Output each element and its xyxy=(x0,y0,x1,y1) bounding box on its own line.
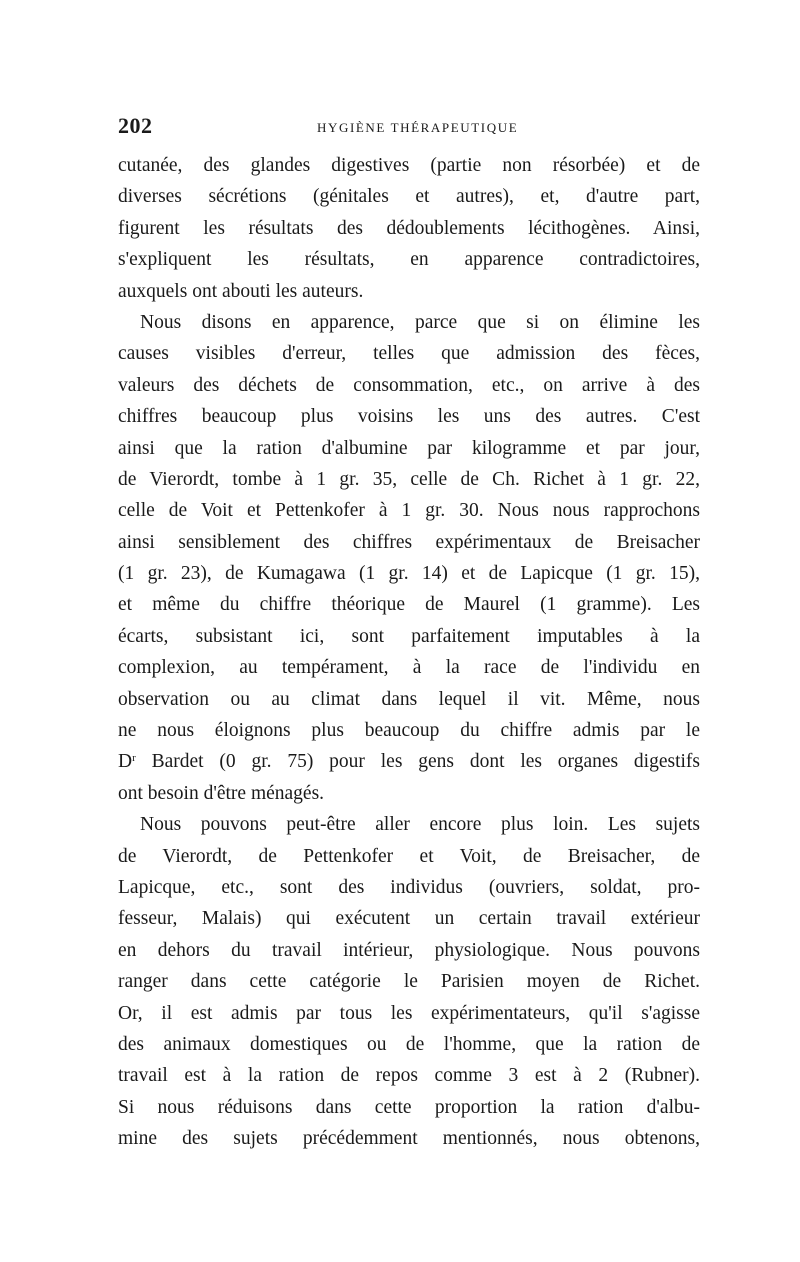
text-line: des animaux domestiques ou de l'homme, que la ration de xyxy=(118,1033,700,1055)
text-line: valeurs des déchets de consommation, etc., on arrive à des xyxy=(118,374,700,396)
text-line: s'expliquent les résultats, en apparence contradictoires, xyxy=(118,249,700,271)
text-line: ranger dans cette catégorie le Parisien moyen de Richet. xyxy=(118,971,700,993)
doctor-abbrev-sup: r xyxy=(132,752,136,765)
text-line: Nous pouvons peut-être aller encore plus loin. Les sujets xyxy=(140,814,700,836)
text-line: mine des sujets précédemment mentionnés, nous obtenons, xyxy=(118,1128,700,1150)
doctor-abbrev-base: D xyxy=(118,751,133,773)
text-line: celle de Voit et Pettenkofer à 1 gr. 30. Nous nous rapprochons xyxy=(118,500,700,522)
text-line: Lapicque, etc., sont des individus (ouvriers, soldat, pro- xyxy=(118,876,700,898)
text-line-with-abbreviation xyxy=(118,746,700,777)
text-line-rest: Bardet (0 gr. 75) pour les gens dont les organes digestifs xyxy=(151,751,701,773)
text-line: Or, il est admis par tous les expérimentateurs, qu'il s'agisse xyxy=(118,1002,700,1024)
text-line: causes visibles d'erreur, telles que admission des fèces, xyxy=(118,343,700,365)
text-line: en dehors du travail intérieur, physiologique. Nous pouvons xyxy=(118,939,700,961)
text-line: observation ou au climat dans lequel il vit. Même, nous xyxy=(118,688,700,710)
text-line: Nous disons en apparence, parce que si on élimine les xyxy=(140,311,700,333)
body-text xyxy=(118,150,700,1155)
text-line: fesseur, Malais) qui exécutent un certain travail extérieur xyxy=(118,908,700,930)
text-line: de Vierordt, tombe à 1 gr. 35, celle de Ch. Richet à 1 gr. 22, xyxy=(118,468,700,490)
text-line: ont besoin d'être ménagés. xyxy=(118,782,325,804)
text-line: ainsi sensiblement des chiffres expérimentaux de Breisacher xyxy=(118,531,700,553)
text-line: Si nous réduisons dans cette proportion la ration d'albu- xyxy=(118,1096,700,1118)
text-line: auxquels ont abouti les auteurs. xyxy=(118,280,364,302)
text-line: (1 gr. 23), de Kumagawa (1 gr. 14) et de Lapicque (1 gr. 15), xyxy=(118,563,700,585)
running-title: HYGIÈNE THÉRAPEUTIQUE xyxy=(317,120,519,135)
text-line: diverses sécrétions (génitales et autres), et, d'autre part, xyxy=(118,186,700,208)
text-line: ainsi que la ration d'albumine par kilogramme et par jour, xyxy=(118,437,700,459)
text-line: de Vierordt, de Pettenkofer et Voit, de Breisacher, de xyxy=(118,845,700,867)
text-line: cutanée, des glandes digestives (partie non résorbée) et de xyxy=(118,155,700,176)
text-line: et même du chiffre théorique de Maurel (1 gramme). Les xyxy=(118,594,700,616)
text-line: travail est à la ration de repos comme 3 est à 2 (Rubner). xyxy=(118,1065,700,1087)
text-line: écarts, subsistant ici, sont parfaitement imputables à la xyxy=(118,625,700,647)
text-line: figurent les résultats des dédoublements lécithogènes. Ainsi, xyxy=(118,217,700,239)
page-number: 202 xyxy=(118,113,153,138)
doctor-abbreviation xyxy=(118,751,136,772)
text-line: chiffres beaucoup plus voisins les uns des autres. C'est xyxy=(118,406,700,428)
running-head xyxy=(118,113,700,141)
text-line: complexion, au tempérament, à la race de l'individu en xyxy=(118,657,700,679)
text-line: ne nous éloignons plus beaucoup du chiffre admis par le xyxy=(118,720,700,742)
